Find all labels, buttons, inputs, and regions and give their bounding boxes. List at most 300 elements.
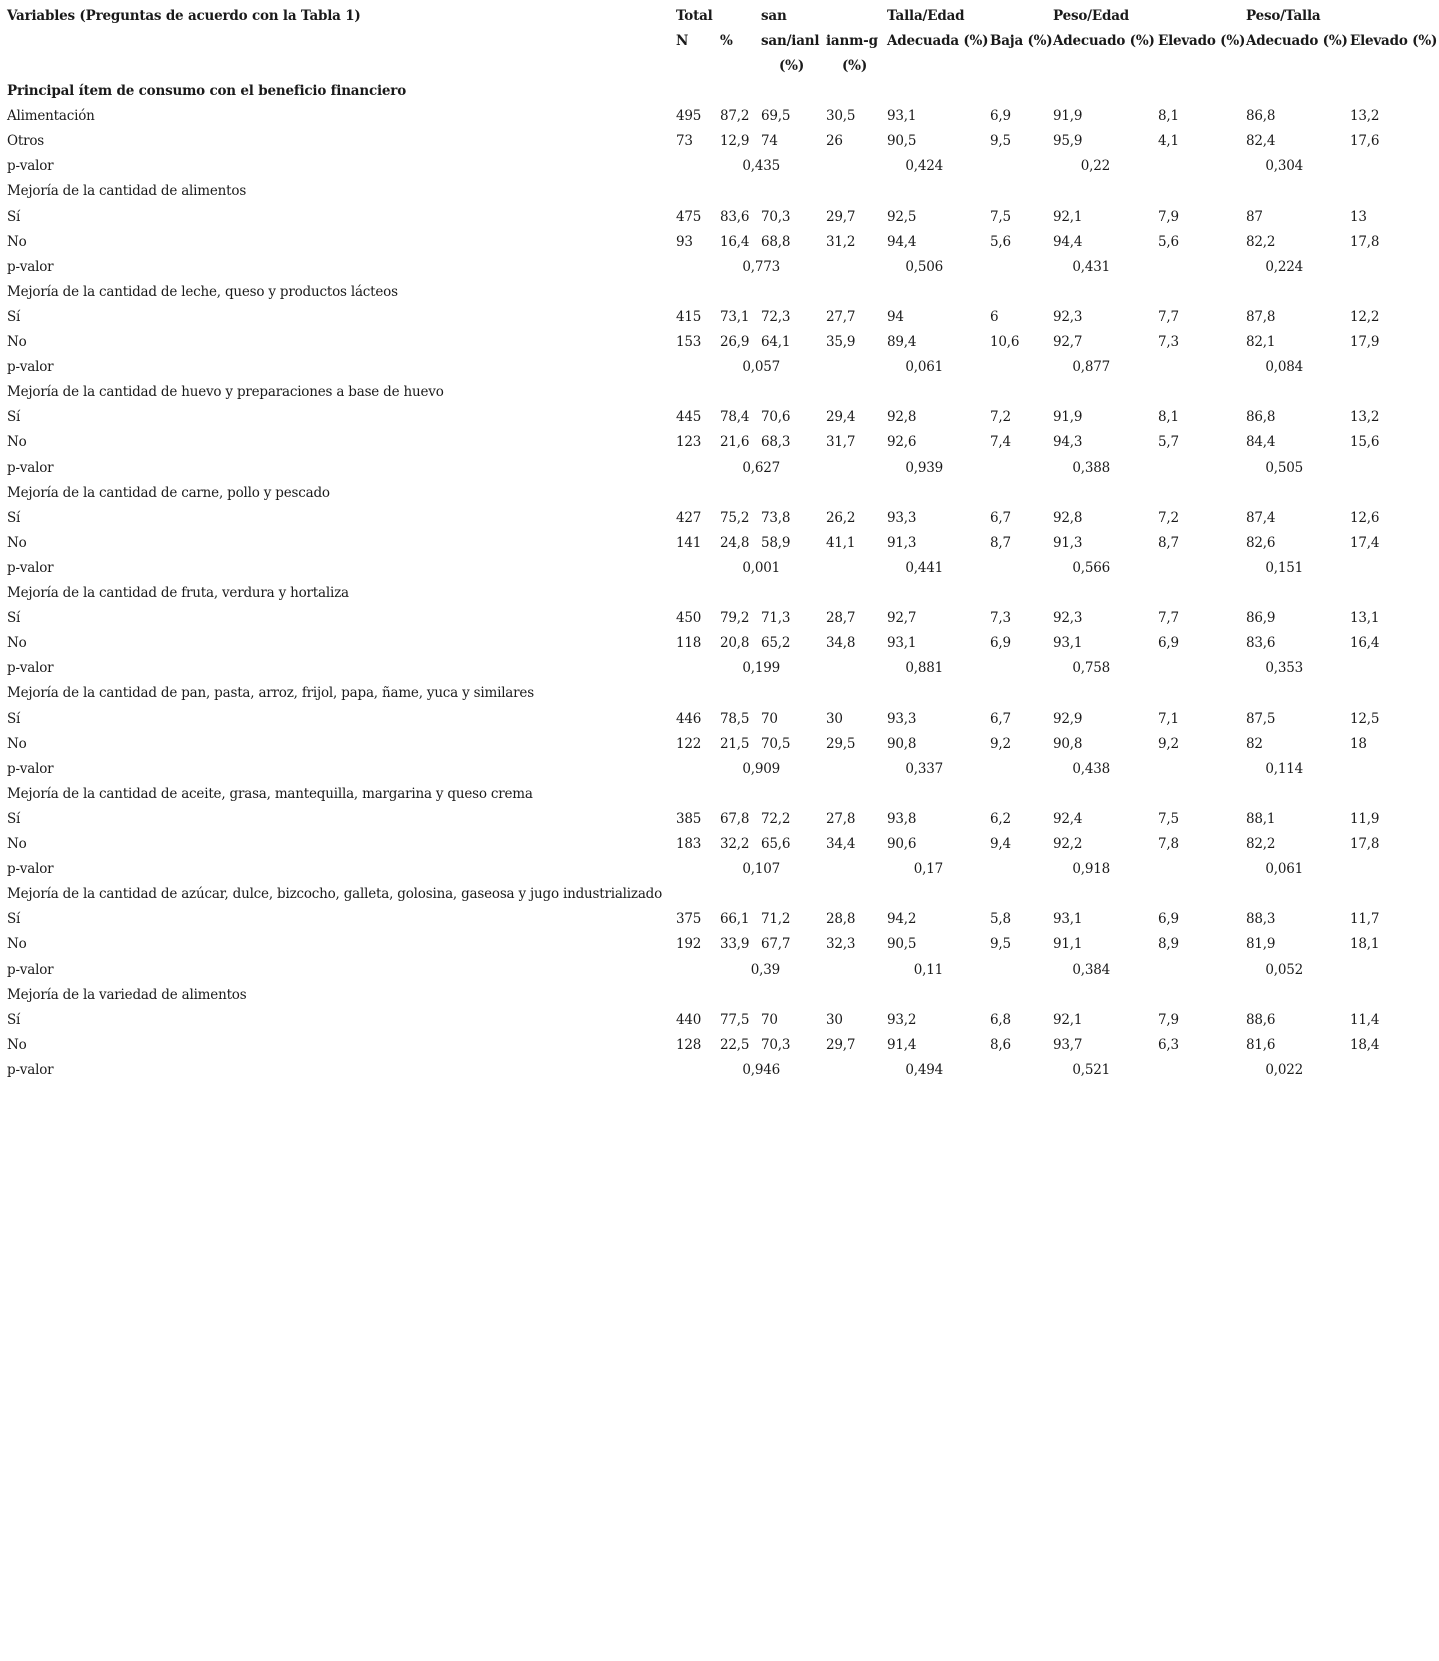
cell-san: 65,2 [761, 635, 791, 652]
header-peso-edad: Peso/Edad [1053, 8, 1130, 24]
header-elevado-pt: Elevado (%) [1350, 33, 1438, 49]
cell-san: 70,5 [761, 735, 791, 752]
cell-te-ad: 93,8 [887, 810, 917, 827]
table-row [0, 807, 1439, 832]
cell-pt-el: 13,2 [1350, 108, 1380, 125]
p-value-p4: 0,505 [1265, 459, 1303, 476]
table-row [0, 1008, 1439, 1033]
cell-pt-ad: 87 [1246, 208, 1263, 225]
p-value-label: p-valor [7, 258, 54, 275]
header-pct: % [720, 33, 733, 49]
cell-te-ad: 94,2 [887, 911, 917, 928]
cell-pt-el: 17,9 [1350, 334, 1380, 350]
row-label: Alimentación [7, 108, 95, 125]
row-label: No [7, 735, 27, 752]
cell-pt-ad: 82,2 [1246, 233, 1276, 250]
cell-pe-el: 5,6 [1158, 233, 1179, 250]
cell-pt-el: 18 [1350, 735, 1367, 752]
p-value-row [0, 757, 1439, 782]
cell-te-baja: 5,6 [990, 233, 1011, 250]
cell-pt-el: 11,7 [1350, 911, 1380, 928]
cell-te-ad: 91,4 [887, 1036, 917, 1053]
section-row [0, 782, 1439, 807]
cell-n: 153 [676, 334, 702, 350]
cell-pe-el: 7,8 [1158, 836, 1179, 852]
p-value-p4: 0,022 [1265, 1061, 1303, 1078]
cell-pe-el: 6,3 [1158, 1036, 1179, 1053]
table-row [0, 104, 1439, 129]
cell-te-baja: 8,6 [990, 1036, 1011, 1053]
cell-pe-ad: 92,4 [1053, 810, 1083, 827]
section-row [0, 983, 1439, 1008]
cell-pe-el: 8,1 [1158, 108, 1179, 125]
section-title: Mejoría de la cantidad de pan, pasta, arroz, frijol, papa, ñame, yuca y similares [7, 685, 534, 702]
section-title: Mejoría de la cantidad de azúcar, dulce, bizcocho, galleta, golosina, gaseosa y jugo industrializado [7, 886, 663, 903]
cell-san: 74 [761, 133, 778, 150]
cell-te-baja: 7,3 [990, 610, 1011, 627]
table-row [0, 606, 1439, 631]
cell-te-ad: 93,3 [887, 509, 917, 526]
cell-pe-el: 7,7 [1158, 308, 1179, 325]
cell-ianm: 26 [826, 133, 843, 150]
p-value-p2: 0,11 [913, 961, 943, 978]
cell-te-ad: 90,5 [887, 936, 917, 953]
header-peso-talla: Peso/Talla [1246, 8, 1321, 24]
row-label: Sí [7, 710, 21, 727]
cell-ianm: 29,7 [826, 208, 856, 225]
cell-san: 58,9 [761, 534, 791, 551]
cell-te-baja: 6,7 [990, 710, 1011, 727]
cell-pt-ad: 82 [1246, 735, 1263, 752]
cell-te-baja: 9,4 [990, 836, 1011, 852]
row-label: Sí [7, 810, 21, 827]
cell-pct: 22,5 [720, 1036, 750, 1053]
cell-pt-el: 13,1 [1350, 610, 1380, 627]
p-value-p4: 0,052 [1265, 961, 1303, 978]
p-value-row [0, 255, 1439, 280]
cell-pct: 67,8 [720, 810, 750, 827]
cell-pct: 12,9 [720, 133, 750, 150]
cell-pt-ad: 81,9 [1246, 936, 1276, 953]
cell-n: 375 [676, 911, 702, 928]
cell-pe-el: 9,2 [1158, 735, 1179, 752]
header-ianm-g-unit: (%) [842, 58, 868, 74]
cell-pe-ad: 95,9 [1053, 133, 1083, 150]
header-elevado-pe: Elevado (%) [1158, 33, 1246, 49]
cell-te-ad: 93,3 [887, 710, 917, 727]
cell-pt-ad: 88,3 [1246, 911, 1276, 928]
cell-n: 118 [676, 635, 702, 652]
cell-pct: 66,1 [720, 911, 750, 928]
header-row-3 [0, 54, 1439, 79]
cell-pt-el: 11,9 [1350, 810, 1380, 827]
cell-san: 70 [761, 1011, 778, 1028]
p-value-p3: 0,918 [1072, 861, 1110, 878]
cell-te-baja: 9,5 [990, 936, 1011, 953]
cell-pe-ad: 93,1 [1053, 635, 1083, 652]
p-value-p2: 0,441 [905, 559, 943, 576]
section-title: Mejoría de la cantidad de huevo y preparaciones a base de huevo [7, 384, 444, 401]
cell-n: 495 [676, 108, 702, 125]
cell-pe-ad: 91,3 [1053, 534, 1083, 551]
p-value-p3: 0,758 [1072, 660, 1110, 677]
p-value-p2: 0,506 [905, 258, 943, 275]
cell-pct: 24,8 [720, 534, 750, 551]
section-row [0, 280, 1439, 305]
cell-pt-el: 12,6 [1350, 509, 1380, 526]
cell-pct: 78,5 [720, 710, 750, 727]
cell-pt-el: 17,8 [1350, 836, 1380, 852]
cell-pe-ad: 92,3 [1053, 308, 1083, 325]
cell-te-baja: 6,2 [990, 810, 1011, 827]
cell-pt-ad: 82,1 [1246, 334, 1276, 350]
cell-pct: 33,9 [720, 936, 750, 953]
cell-pe-el: 7,5 [1158, 810, 1179, 827]
cell-pt-ad: 84,4 [1246, 434, 1276, 451]
cell-pe-el: 8,9 [1158, 936, 1179, 953]
cell-te-ad: 92,7 [887, 610, 917, 627]
table-row [0, 305, 1439, 330]
p-value-p1: 0,107 [742, 861, 780, 878]
cell-pt-ad: 87,5 [1246, 710, 1276, 727]
cell-te-ad: 93,2 [887, 1011, 917, 1028]
cell-n: 73 [676, 133, 693, 150]
p-value-label: p-valor [7, 559, 54, 576]
cell-pe-el: 8,7 [1158, 534, 1179, 551]
cell-te-ad: 89,4 [887, 334, 917, 350]
section-title: Mejoría de la variedad de alimentos [7, 986, 247, 1003]
p-value-label: p-valor [7, 961, 54, 978]
header-adecuada: Adecuada (%) [887, 33, 989, 49]
cell-pe-ad: 92,7 [1053, 334, 1083, 350]
header-adecuado-pt: Adecuado (%) [1246, 33, 1348, 49]
cell-ianm: 41,1 [826, 534, 856, 551]
header-ianm-g: ianm-g [826, 33, 878, 49]
cell-pct: 21,5 [720, 735, 750, 752]
p-value-label: p-valor [7, 459, 54, 476]
cell-san: 71,3 [761, 610, 791, 627]
row-label: No [7, 1036, 27, 1053]
p-value-label: p-valor [7, 861, 54, 878]
p-value-row [0, 958, 1439, 983]
cell-n: 183 [676, 836, 702, 852]
cell-pt-ad: 82,2 [1246, 836, 1276, 852]
cell-ianm: 28,7 [826, 610, 856, 627]
cell-te-ad: 93,1 [887, 108, 917, 125]
cell-pe-el: 7,2 [1158, 509, 1179, 526]
p-value-label: p-valor [7, 359, 54, 376]
cell-pt-ad: 82,4 [1246, 133, 1276, 150]
p-value-p1: 0,199 [742, 660, 780, 677]
cell-te-baja: 9,5 [990, 133, 1011, 150]
cell-san: 67,7 [761, 936, 791, 953]
p-value-p3: 0,438 [1072, 760, 1110, 777]
cell-te-ad: 94 [887, 308, 904, 325]
cell-pt-ad: 86,8 [1246, 409, 1276, 426]
table-row [0, 1033, 1439, 1058]
p-value-p1: 0,627 [742, 459, 780, 476]
row-label: Otros [7, 133, 45, 150]
row-label: Sí [7, 911, 21, 928]
table-row [0, 531, 1439, 556]
cell-pe-ad: 94,4 [1053, 233, 1083, 250]
cell-ianm: 27,8 [826, 810, 856, 827]
cell-pe-el: 7,3 [1158, 334, 1179, 350]
p-value-p3: 0,431 [1072, 258, 1110, 275]
p-value-row [0, 656, 1439, 681]
cell-pt-el: 18,4 [1350, 1036, 1380, 1053]
p-value-row [0, 1058, 1439, 1083]
cell-te-baja: 7,2 [990, 409, 1011, 426]
cell-ianm: 26,2 [826, 509, 856, 526]
cell-te-baja: 10,6 [990, 334, 1020, 350]
cell-n: 141 [676, 534, 702, 551]
cell-pt-ad: 86,8 [1246, 108, 1276, 125]
p-value-p3: 0,877 [1072, 359, 1110, 376]
cell-pct: 26,9 [720, 334, 750, 350]
cell-san: 73,8 [761, 509, 791, 526]
table-row [0, 129, 1439, 154]
header-total: Total [676, 8, 713, 24]
cell-pe-ad: 92,3 [1053, 610, 1083, 627]
section-row [0, 681, 1439, 706]
section-row [0, 481, 1439, 506]
cell-te-baja: 6,8 [990, 1011, 1011, 1028]
table-row [0, 330, 1439, 355]
section-title: Principal ítem de consumo con el beneficio financiero [7, 83, 407, 99]
header-san: san [761, 8, 787, 24]
p-value-row [0, 556, 1439, 581]
cell-pe-ad: 92,1 [1053, 1011, 1083, 1028]
p-value-p2: 0,337 [905, 760, 943, 777]
cell-n: 446 [676, 710, 702, 727]
row-label: Sí [7, 610, 21, 627]
cell-te-ad: 90,6 [887, 836, 917, 852]
cell-n: 450 [676, 610, 702, 627]
p-value-row [0, 355, 1439, 380]
row-label: No [7, 836, 27, 852]
cell-pe-ad: 91,9 [1053, 108, 1083, 125]
header-variables: Variables (Preguntas de acuerdo con la Tabla 1) [7, 8, 361, 24]
cell-pt-ad: 82,6 [1246, 534, 1276, 551]
p-value-p1: 0,001 [742, 559, 780, 576]
cell-pe-ad: 92,1 [1053, 208, 1083, 225]
p-value-p2: 0,939 [905, 459, 943, 476]
p-value-label: p-valor [7, 660, 54, 677]
cell-n: 123 [676, 434, 702, 451]
cell-n: 427 [676, 509, 702, 526]
cell-te-ad: 91,3 [887, 534, 917, 551]
cell-te-ad: 92,8 [887, 409, 917, 426]
cell-te-ad: 90,5 [887, 133, 917, 150]
cell-n: 385 [676, 810, 702, 827]
cell-ianm: 29,4 [826, 409, 856, 426]
row-label: Sí [7, 208, 21, 225]
cell-pt-el: 16,4 [1350, 635, 1380, 652]
cell-ianm: 34,4 [826, 836, 856, 852]
cell-te-baja: 6,9 [990, 108, 1011, 125]
p-value-p2: 0,494 [905, 1061, 943, 1078]
cell-pct: 21,6 [720, 434, 750, 451]
section-row [0, 179, 1439, 204]
section-title: Mejoría de la cantidad de alimentos [7, 183, 247, 200]
cell-ianm: 30 [826, 710, 843, 727]
section-title: Mejoría de la cantidad de carne, pollo y pescado [7, 484, 330, 501]
cell-pct: 32,2 [720, 836, 750, 852]
table-row [0, 230, 1439, 255]
cell-pt-el: 11,4 [1350, 1011, 1380, 1028]
p-value-p4: 0,353 [1265, 660, 1303, 677]
cell-pct: 83,6 [720, 208, 750, 225]
cell-pe-el: 4,1 [1158, 133, 1179, 150]
header-san-ianl: san/ianl [761, 33, 820, 49]
table-row [0, 405, 1439, 430]
header-baja: Baja (%) [990, 33, 1053, 49]
p-value-p4: 0,061 [1265, 861, 1303, 878]
cell-ianm: 27,7 [826, 308, 856, 325]
cell-ianm: 29,5 [826, 735, 856, 752]
section-row [0, 581, 1439, 606]
cell-pe-el: 5,7 [1158, 434, 1179, 451]
table-row [0, 205, 1439, 230]
p-value-p2: 0,881 [905, 660, 943, 677]
row-label: No [7, 434, 27, 451]
table-row [0, 732, 1439, 757]
p-value-p2: 0,061 [905, 359, 943, 376]
cell-te-baja: 6 [990, 308, 999, 325]
p-value-p3: 0,384 [1072, 961, 1110, 978]
p-value-p3: 0,22 [1080, 158, 1110, 175]
cell-te-ad: 92,6 [887, 434, 917, 451]
cell-san: 65,6 [761, 836, 791, 852]
cell-pct: 75,2 [720, 509, 750, 526]
cell-pe-el: 7,1 [1158, 710, 1179, 727]
section-title: Mejoría de la cantidad de fruta, verdura y hortaliza [7, 585, 349, 601]
p-value-p4: 0,224 [1265, 258, 1303, 275]
p-value-p4: 0,304 [1265, 158, 1303, 175]
cell-pe-ad: 93,1 [1053, 911, 1083, 928]
cell-ianm: 34,8 [826, 635, 856, 652]
header-row-1 [0, 4, 1439, 29]
cell-san: 72,2 [761, 810, 791, 827]
cell-te-ad: 90,8 [887, 735, 917, 752]
section-title: Mejoría de la cantidad de aceite, grasa, mantequilla, margarina y queso crema [7, 785, 533, 802]
cell-n: 192 [676, 936, 702, 953]
cell-ianm: 32,3 [826, 936, 856, 953]
cell-pt-el: 12,5 [1350, 710, 1380, 727]
header-n: N [676, 33, 689, 49]
row-label: No [7, 534, 27, 551]
cell-te-ad: 93,1 [887, 635, 917, 652]
cell-n: 440 [676, 1011, 702, 1028]
table-row [0, 506, 1439, 531]
p-value-row [0, 857, 1439, 882]
cell-te-baja: 6,9 [990, 635, 1011, 652]
cell-n: 475 [676, 208, 702, 225]
cell-pct: 73,1 [720, 308, 750, 325]
cell-san: 64,1 [761, 334, 791, 350]
cell-pt-ad: 86,9 [1246, 610, 1276, 627]
cell-san: 70,3 [761, 208, 791, 225]
cell-pt-ad: 88,1 [1246, 810, 1276, 827]
table-row [0, 430, 1439, 455]
p-value-p2: 0,17 [913, 861, 943, 878]
p-value-p1: 0,435 [742, 158, 780, 175]
cell-pt-ad: 83,6 [1246, 635, 1276, 652]
p-value-p1: 0,773 [742, 258, 780, 275]
header-talla-edad: Talla/Edad [887, 8, 965, 24]
p-value-p1: 0,39 [750, 961, 780, 978]
row-label: No [7, 233, 27, 250]
cell-te-ad: 94,4 [887, 233, 917, 250]
cell-n: 128 [676, 1036, 702, 1053]
row-label: Sí [7, 509, 21, 526]
cell-san: 70 [761, 710, 778, 727]
cell-pe-el: 6,9 [1158, 911, 1179, 928]
cell-pe-el: 7,9 [1158, 208, 1179, 225]
cell-pt-el: 13 [1350, 208, 1367, 225]
p-value-row [0, 154, 1439, 179]
cell-san: 68,8 [761, 233, 791, 250]
cell-te-ad: 92,5 [887, 208, 917, 225]
section-title: Mejoría de la cantidad de leche, queso y productos lácteos [7, 283, 398, 300]
table-row [0, 631, 1439, 656]
cell-pe-ad: 92,2 [1053, 836, 1083, 852]
cell-pct: 87,2 [720, 108, 750, 125]
cell-pt-el: 15,6 [1350, 434, 1380, 451]
cell-pct: 78,4 [720, 409, 750, 426]
cell-pt-el: 17,4 [1350, 534, 1380, 551]
p-value-row [0, 456, 1439, 481]
cell-ianm: 35,9 [826, 334, 856, 350]
cell-te-baja: 7,5 [990, 208, 1011, 225]
header-san-ianl-unit: (%) [779, 58, 805, 74]
cell-pct: 20,8 [720, 635, 750, 652]
header-adecuado-pe: Adecuado (%) [1053, 33, 1155, 49]
cell-te-baja: 7,4 [990, 434, 1011, 451]
cell-ianm: 30,5 [826, 108, 856, 125]
p-value-p2: 0,424 [905, 158, 943, 175]
p-value-label: p-valor [7, 158, 54, 175]
cell-ianm: 29,7 [826, 1036, 856, 1053]
row-label: No [7, 936, 27, 953]
cell-san: 70,3 [761, 1036, 791, 1053]
cell-te-baja: 8,7 [990, 534, 1011, 551]
cell-pt-el: 13,2 [1350, 409, 1380, 426]
cell-pt-ad: 88,6 [1246, 1011, 1276, 1028]
cell-pt-el: 17,8 [1350, 233, 1380, 250]
cell-ianm: 28,8 [826, 911, 856, 928]
cell-pe-ad: 91,1 [1053, 936, 1083, 953]
p-value-label: p-valor [7, 760, 54, 777]
cell-pe-el: 7,9 [1158, 1011, 1179, 1028]
p-value-p1: 0,909 [742, 760, 780, 777]
p-value-label: p-valor [7, 1061, 54, 1078]
cell-pe-ad: 90,8 [1053, 735, 1083, 752]
cell-pct: 79,2 [720, 610, 750, 627]
cell-pt-ad: 81,6 [1246, 1036, 1276, 1053]
cell-n: 415 [676, 308, 702, 325]
cell-ianm: 31,7 [826, 434, 856, 451]
cell-pe-el: 8,1 [1158, 409, 1179, 426]
row-label: Sí [7, 308, 21, 325]
row-label: Sí [7, 1011, 21, 1028]
cell-san: 68,3 [761, 434, 791, 451]
cell-pe-el: 6,9 [1158, 635, 1179, 652]
cell-pe-ad: 94,3 [1053, 434, 1083, 451]
cell-pt-el: 12,2 [1350, 308, 1380, 325]
cell-pt-ad: 87,4 [1246, 509, 1276, 526]
